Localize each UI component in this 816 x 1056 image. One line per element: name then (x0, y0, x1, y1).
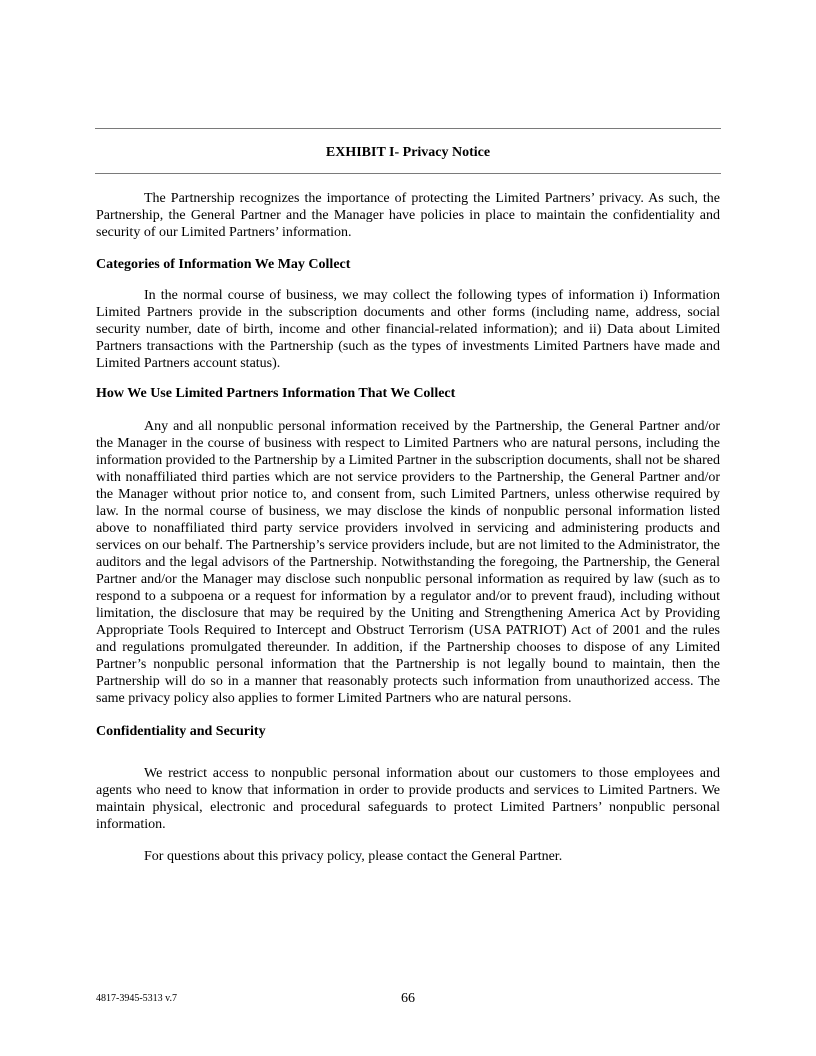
section-paragraph-categories: In the normal course of business, we may collect the following types of information i) Information Limited Partners provide in the subscription documents and other forms (including name, address, social security number, date of birth, income and other financial-related information); and ii) Data about Limited Partners transactions with the Partnership (such as the types of investments Limited Partners have made and Limited Partners account status). (96, 288, 720, 371)
footer-page-number: 66 (401, 991, 415, 1006)
section-paragraph-confidentiality: We restrict access to nonpublic personal information about our customers to those employees and agents who need to know that information in order to provide products and services to Limited Partners. We maintain physical, electronic and procedural safeguards to protect Limited Partners’ nonpublic personal information. (96, 766, 720, 832)
bottom-rule (95, 173, 721, 174)
section-heading-categories: Categories of Information We May Collect (96, 257, 351, 272)
section-paragraph-usage: Any and all nonpublic personal information received by the Partnership, the General Partner and/or the Manager in the course of business with respect to Limited Partners who are natural persons, including the information provided to the Partnership by a Limited Partner in the subscription documents, shall not be shared with nonaffiliated third parties which are not service providers to the Partnership, the General Partner and/or the Manager without prior notice to, and consent from, such Limited Partners, unless otherwise required by law. In the normal course of business, we may disclose the kinds of nonpublic personal information listed above to nonaffiliated third party service providers involved in servicing and administering products and services on our behalf. The Partnership’s service providers include, but are not limited to the Administrator, the auditors and the legal advisors of the Partnership. Notwithstanding the foregoing, the Partnership, the General Partner and/or the Manager may disclose such nonpublic personal information as required by law (such as to respond to a subpoena or a request for information by a regulator and/or to prevent fraud), including without limitation, the disclosure that may be required by the Uniting and Strengthening America Act by Providing Appropriate Tools Required to Intercept and Obstruct Terrorism (USA PATRIOT) Act of 2001 and the rules and regulations promulgated thereunder. In addition, if the Partnership chooses to dispose of any Limited Partner’s nonpublic personal information that the Partnership is not legally bound to maintain, then the Partnership will do so in a manner that reasonably protects such information from unauthorized access. The same privacy policy also applies to former Limited Partners who are natural persons. (96, 419, 720, 706)
section-heading-usage: How We Use Limited Partners Information That We Collect (96, 386, 456, 401)
document-body (96, 190, 720, 865)
section-paragraph-contact: For questions about this privacy policy, please contact the General Partner. (144, 849, 563, 864)
section-heading-confidentiality: Confidentiality and Security (96, 724, 266, 739)
footer-document-id: 4817-3945-5313 v.7 (96, 993, 178, 1004)
top-rule (95, 128, 721, 129)
intro-paragraph: The Partnership recognizes the importance of protecting the Limited Partners’ privacy. As such, the Partnership, the General Partner and the Manager have policies in place to maintain the confidentiality and security of our Limited Partners’ information. (96, 191, 720, 240)
page-title: EXHIBIT I- Privacy Notice (325, 145, 491, 160)
